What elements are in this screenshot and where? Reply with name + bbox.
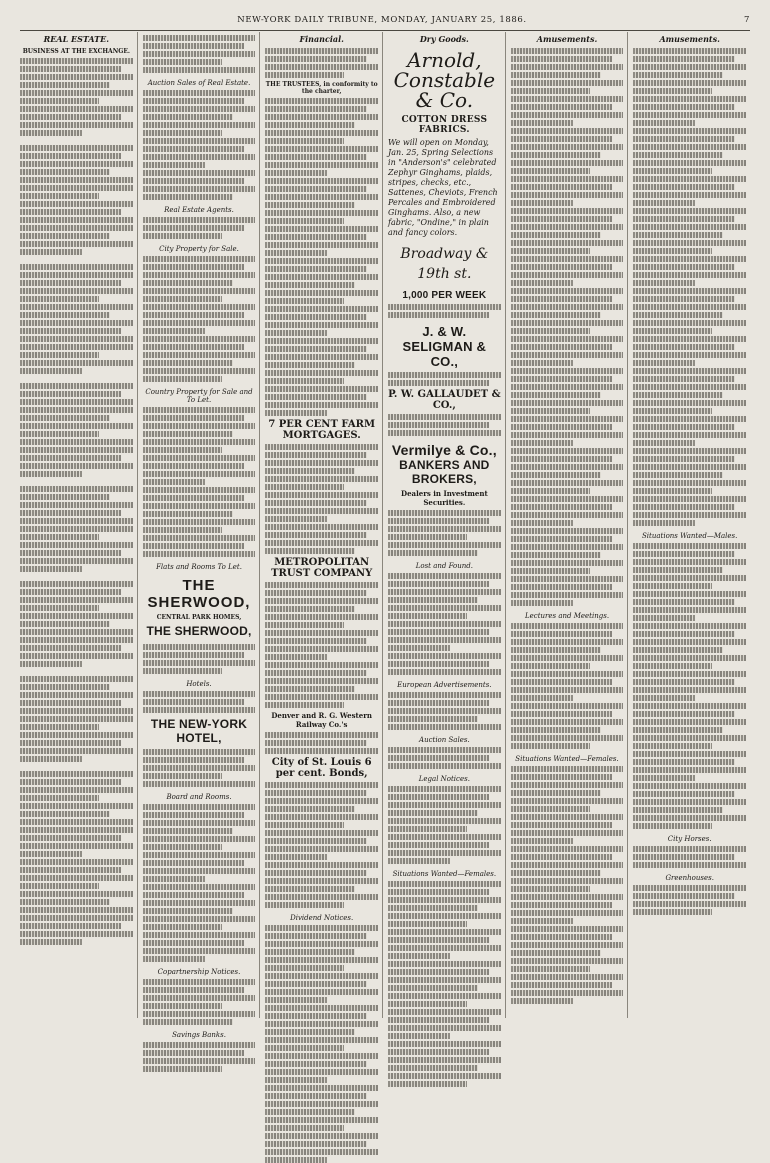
seligman-heading: J. & W. SELIGMAN & CO., (402, 324, 487, 369)
column-5 (511, 32, 629, 1018)
central-park-note: CENTRAL PARK HOMES, (156, 614, 242, 621)
domestic-wanted-title: Situations Wanted—Males. (642, 532, 738, 540)
masthead (20, 12, 750, 28)
greenhouse-title: Greenhouses. (665, 874, 714, 882)
bonds-heading: City of St. Louis 6 per cent. Bonds, (271, 757, 372, 779)
column-2-country-property-title: Country Property for Sale and To Let. (145, 388, 253, 404)
column-2-board-rooms-title: Board and Rooms. (166, 793, 232, 801)
masthead-title: NEW-YORK DAILY TRIBUNE, MONDAY, JANUARY 25, 1886. (237, 15, 527, 25)
legal-notices-title: Legal Notices. (418, 775, 470, 783)
column-1 (20, 32, 138, 1018)
column-3 (265, 32, 383, 1018)
city-horses-title: City Horses. (667, 835, 712, 843)
metropolitan-trust-heading: METROPOLITAN TRUST COMPANY (271, 557, 373, 579)
broadway-address: Broadway & 19th st. (400, 246, 489, 282)
railway-heading: Denver and R. G. Western Railway Co.'s (271, 711, 373, 729)
column-2-savings-banks-title: Savings Banks. (172, 1031, 226, 1039)
column-2-auction-sales-title: Auction Sales of Real Estate. (147, 79, 251, 87)
arnold-constable-ad (388, 50, 501, 284)
cotton-dress-fabrics: COTTON DRESS FABRICS. (401, 115, 488, 135)
column-3-treasurer-notice: THE TRUSTEES, in conformity to the charter, (265, 81, 378, 95)
column-4 (388, 32, 506, 1018)
sherwood-heading: THE SHERWOOD, (147, 577, 251, 611)
column-3-heading: Financial. (299, 34, 344, 44)
column-2-text-top (143, 35, 256, 73)
sherwood-second-heading: THE SHERWOOD, (146, 624, 252, 638)
situations-wanted-female-title: Situations Wanted—Females. (392, 870, 497, 878)
column-1-text-block (20, 58, 133, 945)
column-6 (633, 32, 750, 1018)
column-2-hotels-title: Hotels. (186, 680, 212, 688)
lectures-meetings-title: Lectures and Meetings. (525, 612, 610, 620)
column-2-real-estate-agents-title: Real Estate Agents. (164, 206, 234, 214)
auction-sales-title: Auction Sales. (419, 736, 470, 744)
column-2-flats-title: Flats and Rooms To Let. (156, 563, 242, 571)
dividend-notices-title: Dividend Notices. (290, 914, 354, 922)
arnold-ad-copy: We will open on Monday, Jan. 25, Spring Selections in "Anderson's" celebrated Zephyr Ginghams, plaids, stripes, checks, etc., Sattenes, Cheviots, French Percales and Embroidered Ginghams. Also, a new fabric, "Ondine," in plain and fancy colors. (388, 138, 498, 237)
gallaudet-heading: P. W. GALLAUDET & CO., (388, 389, 501, 411)
column-2 (143, 32, 261, 1039)
bankers-brokers-heading: BANKERS AND BROKERS, (399, 458, 490, 486)
page-number: 7 (743, 15, 750, 25)
reward-heading: 1,000 PER WEEK (402, 290, 487, 301)
column-2-city-property-title: City Property for Sale. (159, 245, 239, 253)
column-1-heading: REAL ESTATE. (43, 34, 110, 44)
european-advertisements-title: European Advertisements. (397, 681, 492, 689)
masthead-rule (20, 30, 750, 31)
constable-name: Constable & Co. (393, 68, 496, 112)
vermilye-heading: Vermilye & Co., (391, 442, 497, 458)
column-6-heading: Amusements. (659, 34, 720, 44)
column-4-heading: Dry Goods. (419, 34, 469, 44)
farm-mortgages-heading: 7 PER CENT FARM MORTGAGES. (268, 419, 376, 441)
arnold-name: Arnold, (407, 48, 482, 72)
column-2-copartnership-title: Copartnership Notices. (157, 968, 241, 976)
column-1-subheading: BUSINESS AT THE EXCHANGE. (22, 48, 130, 55)
lost-found-title: Lost and Found. (415, 562, 473, 570)
new-york-hotel-heading: THE NEW-YORK HOTEL, (150, 717, 248, 745)
investment-securities: Dealers in Investment Securities. (401, 489, 488, 507)
situations-wanted-female-2-title: Situations Wanted—Females. (515, 755, 619, 763)
column-5-heading: Amusements. (536, 34, 598, 44)
columns (20, 32, 750, 1039)
